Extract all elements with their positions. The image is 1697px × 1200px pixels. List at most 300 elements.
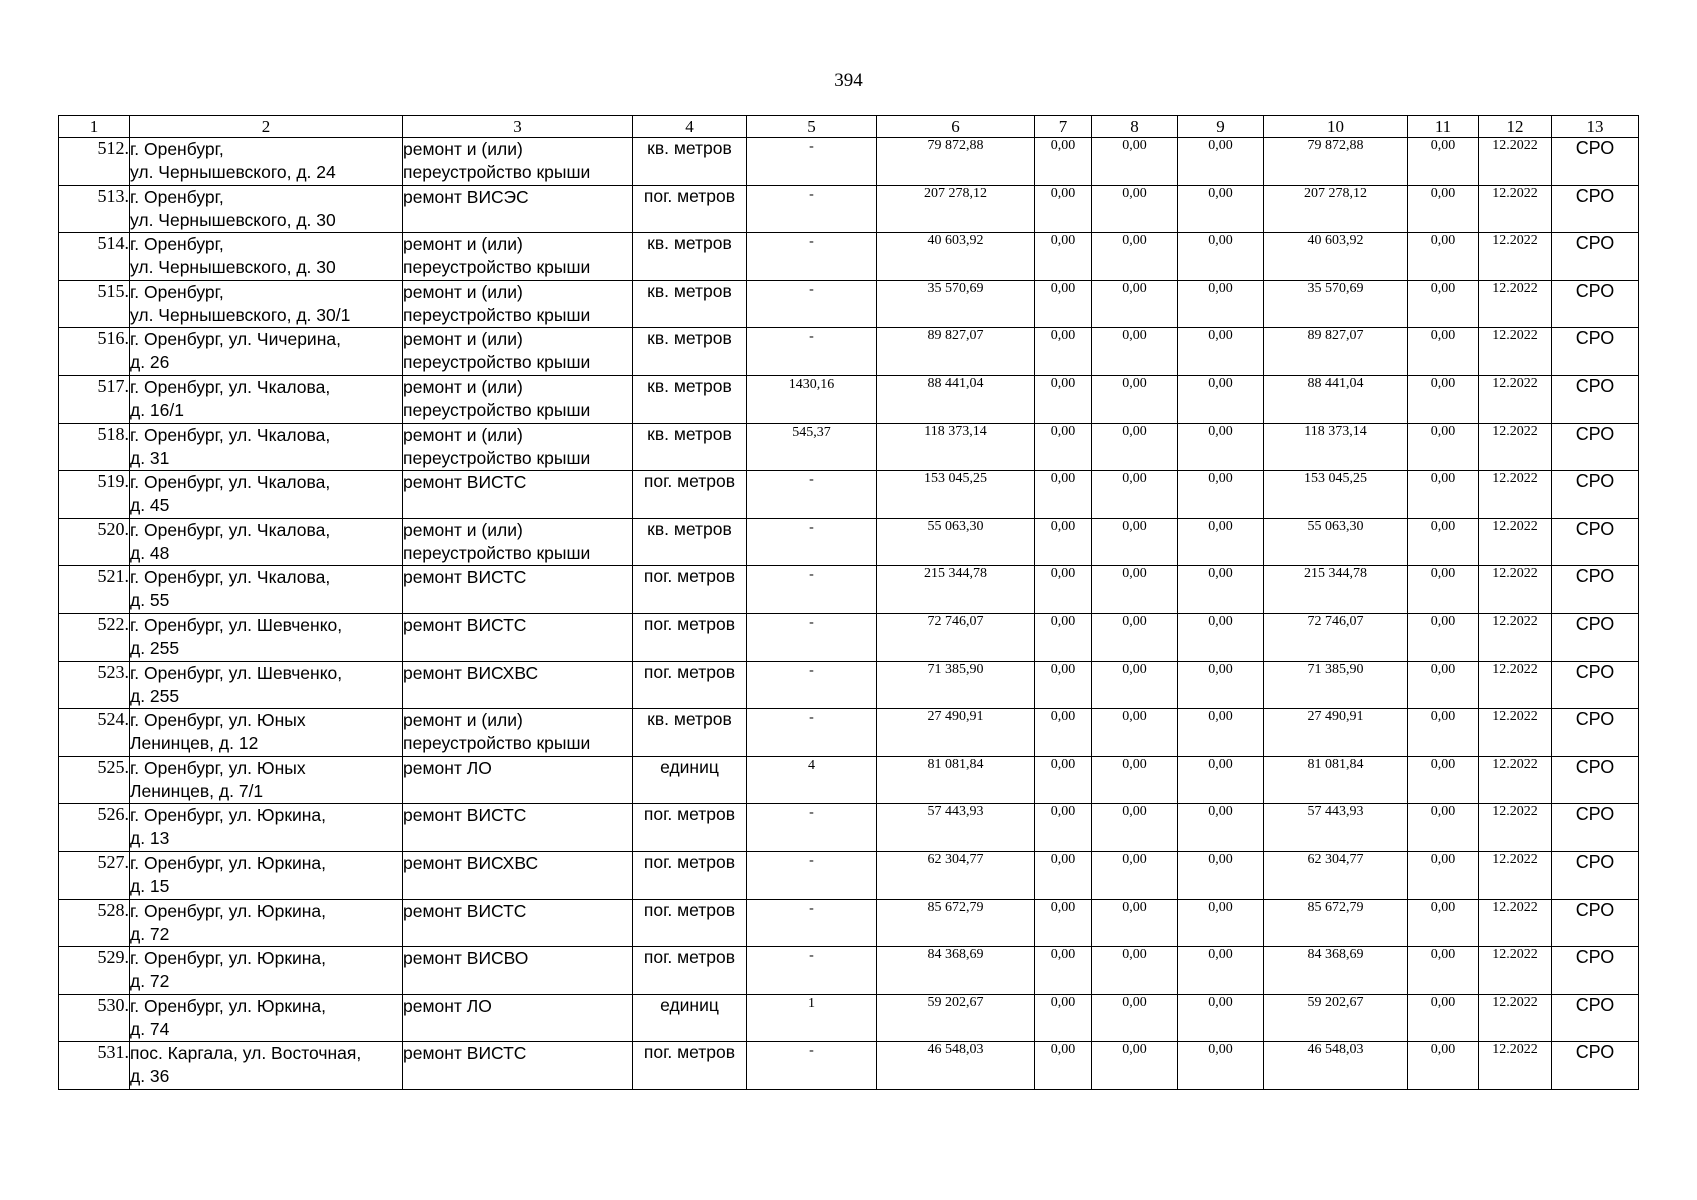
unit-cell: кв. метров <box>633 233 747 281</box>
fund-cell-8: 0,00 <box>1092 138 1178 186</box>
fund-cell-8: 0,00 <box>1092 709 1178 757</box>
total-cost-cell: 55 063,30 <box>877 518 1035 566</box>
fund-cell-9: 0,00 <box>1178 471 1264 519</box>
address-cell <box>130 804 403 852</box>
address-line: д. 255 <box>130 685 180 706</box>
address-line: д. 55 <box>130 590 170 611</box>
fund-cell-7: 0,00 <box>1035 709 1092 757</box>
address-cell <box>130 661 403 709</box>
fund-cell-9: 0,00 <box>1178 518 1264 566</box>
owner-funds-cell: 81 081,84 <box>1264 756 1408 804</box>
owner-funds-cell: 89 827,07 <box>1264 328 1408 376</box>
fund-cell-9: 0,00 <box>1178 756 1264 804</box>
row-number: 514. <box>59 233 130 281</box>
total-cost-cell: 79 872,88 <box>877 138 1035 186</box>
total-cost-cell: 57 443,93 <box>877 804 1035 852</box>
address-cell <box>130 233 403 281</box>
fund-cell-9: 0,00 <box>1178 138 1264 186</box>
volume-cell: 545,37 <box>747 423 877 471</box>
work-type-cell <box>403 471 633 519</box>
table-row <box>59 947 1639 995</box>
address-line: г. Оренбург, <box>130 234 224 255</box>
work-type-cell <box>403 1042 633 1090</box>
table-row <box>59 280 1639 328</box>
method-cell: СРО <box>1552 994 1639 1042</box>
method-cell: СРО <box>1552 804 1639 852</box>
address-line: д. 13 <box>130 828 170 849</box>
method-cell: СРО <box>1552 566 1639 614</box>
column-header: 9 <box>1178 116 1264 138</box>
column-header: 6 <box>877 116 1035 138</box>
fund-cell-11: 0,00 <box>1408 471 1479 519</box>
address-line: г. Оренбург, ул. Чкалова, <box>130 376 331 397</box>
total-cost-cell: 81 081,84 <box>877 756 1035 804</box>
work-type-line: ремонт и (или) <box>403 234 523 255</box>
fund-cell-9: 0,00 <box>1178 328 1264 376</box>
unit-cell: пог. метров <box>633 613 747 661</box>
work-type-line: ремонт и (или) <box>403 376 523 397</box>
fund-cell-9: 0,00 <box>1178 613 1264 661</box>
address-line: г. Оренбург, ул. Юркина, <box>130 852 327 873</box>
deadline-cell: 12.2022 <box>1479 566 1552 614</box>
unit-cell: кв. метров <box>633 138 747 186</box>
table-body <box>59 138 1639 1090</box>
total-cost-cell: 153 045,25 <box>877 471 1035 519</box>
method-cell: СРО <box>1552 661 1639 709</box>
deadline-cell: 12.2022 <box>1479 423 1552 471</box>
table-row <box>59 375 1639 423</box>
owner-funds-cell: 62 304,77 <box>1264 851 1408 899</box>
column-number-row <box>59 116 1639 138</box>
address-line: г. Оренбург, ул. Юркина, <box>130 805 327 826</box>
work-type-line: ремонт ЛО <box>403 995 492 1016</box>
work-type-line: ремонт и (или) <box>403 329 523 350</box>
work-type-cell <box>403 233 633 281</box>
work-type-cell <box>403 994 633 1042</box>
row-number: 523. <box>59 661 130 709</box>
volume-cell: - <box>747 280 877 328</box>
method-cell: СРО <box>1552 423 1639 471</box>
address-line: ул. Чернышевского, д. 24 <box>130 162 336 182</box>
address-cell <box>130 518 403 566</box>
fund-cell-8: 0,00 <box>1092 518 1178 566</box>
address-line: ул. Чернышевского, д. 30 <box>130 209 336 230</box>
row-number: 518. <box>59 423 130 471</box>
fund-cell-11: 0,00 <box>1408 1042 1479 1090</box>
deadline-cell: 12.2022 <box>1479 233 1552 281</box>
deadline-cell: 12.2022 <box>1479 804 1552 852</box>
owner-funds-cell: 153 045,25 <box>1264 471 1408 519</box>
address-cell <box>130 994 403 1042</box>
address-line: д. 15 <box>130 875 170 896</box>
fund-cell-11: 0,00 <box>1408 328 1479 376</box>
work-type-line: переустройство крыши <box>403 542 591 563</box>
method-cell: СРО <box>1552 851 1639 899</box>
total-cost-cell: 207 278,12 <box>877 185 1035 233</box>
deadline-cell: 12.2022 <box>1479 756 1552 804</box>
address-line: д. 72 <box>130 923 170 944</box>
row-number: 525. <box>59 756 130 804</box>
unit-cell: пог. метров <box>633 899 747 947</box>
total-cost-cell: 89 827,07 <box>877 328 1035 376</box>
unit-cell: кв. метров <box>633 375 747 423</box>
owner-funds-cell: 84 368,69 <box>1264 947 1408 995</box>
method-cell: СРО <box>1552 280 1639 328</box>
address-line: г. Оренбург, ул. Юркина, <box>130 995 327 1016</box>
row-number: 520. <box>59 518 130 566</box>
fund-cell-9: 0,00 <box>1178 566 1264 614</box>
fund-cell-8: 0,00 <box>1092 328 1178 376</box>
row-number: 529. <box>59 947 130 995</box>
total-cost-cell: 118 373,14 <box>877 423 1035 471</box>
unit-cell: кв. метров <box>633 709 747 757</box>
address-cell <box>130 899 403 947</box>
address-line: ул. Чернышевского, д. 30 <box>130 257 336 278</box>
method-cell: СРО <box>1552 756 1639 804</box>
fund-cell-8: 0,00 <box>1092 613 1178 661</box>
fund-cell-11: 0,00 <box>1408 185 1479 233</box>
row-number: 527. <box>59 851 130 899</box>
fund-cell-9: 0,00 <box>1178 185 1264 233</box>
total-cost-cell: 85 672,79 <box>877 899 1035 947</box>
fund-cell-9: 0,00 <box>1178 851 1264 899</box>
address-cell <box>130 375 403 423</box>
volume-cell: - <box>747 1042 877 1090</box>
fund-cell-9: 0,00 <box>1178 375 1264 423</box>
fund-cell-7: 0,00 <box>1035 328 1092 376</box>
unit-cell: кв. метров <box>633 423 747 471</box>
unit-cell: кв. метров <box>633 328 747 376</box>
deadline-cell: 12.2022 <box>1479 375 1552 423</box>
row-number: 515. <box>59 280 130 328</box>
fund-cell-9: 0,00 <box>1178 804 1264 852</box>
fund-cell-11: 0,00 <box>1408 518 1479 566</box>
method-cell: СРО <box>1552 613 1639 661</box>
owner-funds-cell: 72 746,07 <box>1264 613 1408 661</box>
fund-cell-8: 0,00 <box>1092 804 1178 852</box>
address-line: ул. Чернышевского, д. 30/1 <box>130 304 351 325</box>
volume-cell: - <box>747 947 877 995</box>
fund-cell-7: 0,00 <box>1035 661 1092 709</box>
method-cell: СРО <box>1552 233 1639 281</box>
fund-cell-7: 0,00 <box>1035 756 1092 804</box>
row-number: 526. <box>59 804 130 852</box>
fund-cell-9: 0,00 <box>1178 280 1264 328</box>
work-type-cell <box>403 375 633 423</box>
row-number: 516. <box>59 328 130 376</box>
address-line: г. Оренбург, ул. Чкалова, <box>130 472 331 493</box>
address-line: г. Оренбург, ул. Чкалова, <box>130 519 331 540</box>
method-cell: СРО <box>1552 1042 1639 1090</box>
address-cell <box>130 1042 403 1090</box>
fund-cell-7: 0,00 <box>1035 518 1092 566</box>
fund-cell-8: 0,00 <box>1092 471 1178 519</box>
work-type-cell <box>403 899 633 947</box>
owner-funds-cell: 71 385,90 <box>1264 661 1408 709</box>
work-type-cell <box>403 185 633 233</box>
address-cell <box>130 756 403 804</box>
fund-cell-8: 0,00 <box>1092 1042 1178 1090</box>
fund-cell-8: 0,00 <box>1092 566 1178 614</box>
column-header: 7 <box>1035 116 1092 138</box>
address-line: д. 255 <box>130 637 180 658</box>
address-cell <box>130 851 403 899</box>
deadline-cell: 12.2022 <box>1479 280 1552 328</box>
fund-cell-11: 0,00 <box>1408 947 1479 995</box>
column-header: 2 <box>130 116 403 138</box>
address-line: д. 16/1 <box>130 399 184 420</box>
owner-funds-cell: 59 202,67 <box>1264 994 1408 1042</box>
deadline-cell: 12.2022 <box>1479 851 1552 899</box>
total-cost-cell: 59 202,67 <box>877 994 1035 1042</box>
table-row <box>59 328 1639 376</box>
work-type-cell <box>403 947 633 995</box>
total-cost-cell: 88 441,04 <box>877 375 1035 423</box>
address-cell <box>130 566 403 614</box>
work-type-line: ремонт ВИСВО <box>403 948 529 969</box>
fund-cell-8: 0,00 <box>1092 423 1178 471</box>
deadline-cell: 12.2022 <box>1479 947 1552 995</box>
address-line: пос. Каргала, ул. Восточная, <box>130 1043 362 1064</box>
fund-cell-7: 0,00 <box>1035 233 1092 281</box>
work-type-line: переустройство крыши <box>403 257 591 278</box>
volume-cell: 1 <box>747 994 877 1042</box>
work-type-line: ремонт ВИСТС <box>403 1043 527 1064</box>
address-cell <box>130 613 403 661</box>
unit-cell: пог. метров <box>633 661 747 709</box>
deadline-cell: 12.2022 <box>1479 1042 1552 1090</box>
fund-cell-9: 0,00 <box>1178 233 1264 281</box>
owner-funds-cell: 85 672,79 <box>1264 899 1408 947</box>
fund-cell-11: 0,00 <box>1408 280 1479 328</box>
address-line: д. 45 <box>130 495 170 516</box>
fund-cell-11: 0,00 <box>1408 423 1479 471</box>
address-cell <box>130 947 403 995</box>
owner-funds-cell: 27 490,91 <box>1264 709 1408 757</box>
work-type-line: переустройство крыши <box>403 304 591 325</box>
address-line: г. Оренбург, ул. Чкалова, <box>130 567 331 588</box>
fund-cell-8: 0,00 <box>1092 947 1178 995</box>
fund-cell-11: 0,00 <box>1408 613 1479 661</box>
work-type-line: ремонт и (или) <box>403 424 523 445</box>
work-type-cell <box>403 756 633 804</box>
total-cost-cell: 215 344,78 <box>877 566 1035 614</box>
page-number: 394 <box>834 70 863 91</box>
fund-cell-11: 0,00 <box>1408 661 1479 709</box>
work-type-cell <box>403 566 633 614</box>
table-row <box>59 804 1639 852</box>
work-type-cell <box>403 804 633 852</box>
row-number: 530. <box>59 994 130 1042</box>
table-row <box>59 233 1639 281</box>
work-type-line: ремонт и (или) <box>403 710 523 731</box>
unit-cell: единиц <box>633 756 747 804</box>
volume-cell: - <box>747 709 877 757</box>
owner-funds-cell: 55 063,30 <box>1264 518 1408 566</box>
address-cell <box>130 280 403 328</box>
owner-funds-cell: 118 373,14 <box>1264 423 1408 471</box>
address-line: Ленинцев, д. 12 <box>130 733 259 754</box>
address-line: г. Оренбург, ул. Шевченко, <box>130 662 343 683</box>
work-type-line: ремонт и (или) <box>403 519 523 540</box>
fund-cell-7: 0,00 <box>1035 471 1092 519</box>
unit-cell: кв. метров <box>633 518 747 566</box>
unit-cell: пог. метров <box>633 804 747 852</box>
owner-funds-cell: 88 441,04 <box>1264 375 1408 423</box>
address-line: г. Оренбург, ул. Юных <box>130 710 306 731</box>
row-number: 512. <box>59 138 130 186</box>
table-row <box>59 661 1639 709</box>
fund-cell-7: 0,00 <box>1035 185 1092 233</box>
total-cost-cell: 27 490,91 <box>877 709 1035 757</box>
row-number: 519. <box>59 471 130 519</box>
fund-cell-8: 0,00 <box>1092 661 1178 709</box>
method-cell: СРО <box>1552 947 1639 995</box>
register-table <box>58 115 1639 1090</box>
fund-cell-11: 0,00 <box>1408 994 1479 1042</box>
fund-cell-9: 0,00 <box>1178 947 1264 995</box>
fund-cell-8: 0,00 <box>1092 851 1178 899</box>
total-cost-cell: 72 746,07 <box>877 613 1035 661</box>
work-type-cell <box>403 328 633 376</box>
fund-cell-8: 0,00 <box>1092 756 1178 804</box>
address-cell <box>130 185 403 233</box>
total-cost-cell: 40 603,92 <box>877 233 1035 281</box>
address-line: д. 26 <box>130 352 170 373</box>
work-type-cell <box>403 280 633 328</box>
volume-cell: - <box>747 661 877 709</box>
work-type-line: ремонт ВИСТС <box>403 900 527 921</box>
fund-cell-9: 0,00 <box>1178 994 1264 1042</box>
address-line: г. Оренбург, ул. Чичерина, <box>130 329 341 350</box>
address-line: Ленинцев, д. 7/1 <box>130 780 264 801</box>
column-header: 3 <box>403 116 633 138</box>
unit-cell: пог. метров <box>633 471 747 519</box>
work-type-line: ремонт и (или) <box>403 281 523 302</box>
row-number: 517. <box>59 375 130 423</box>
row-number: 524. <box>59 709 130 757</box>
table-row <box>59 613 1639 661</box>
method-cell: СРО <box>1552 138 1639 186</box>
address-cell <box>130 423 403 471</box>
volume-cell: - <box>747 851 877 899</box>
column-header: 12 <box>1479 116 1552 138</box>
column-header: 8 <box>1092 116 1178 138</box>
address-cell <box>130 328 403 376</box>
deadline-cell: 12.2022 <box>1479 138 1552 186</box>
work-type-line: переустройство крыши <box>403 447 591 468</box>
work-type-line: переустройство крыши <box>403 733 591 754</box>
volume-cell: - <box>747 518 877 566</box>
work-type-cell <box>403 138 633 186</box>
table-row <box>59 709 1639 757</box>
volume-cell: - <box>747 138 877 186</box>
fund-cell-11: 0,00 <box>1408 375 1479 423</box>
column-header: 4 <box>633 116 747 138</box>
address-line: д. 72 <box>130 971 170 992</box>
address-line: г. Оренбург, <box>130 139 224 159</box>
deadline-cell: 12.2022 <box>1479 518 1552 566</box>
fund-cell-11: 0,00 <box>1408 709 1479 757</box>
fund-cell-7: 0,00 <box>1035 994 1092 1042</box>
method-cell: СРО <box>1552 518 1639 566</box>
fund-cell-9: 0,00 <box>1178 661 1264 709</box>
owner-funds-cell: 40 603,92 <box>1264 233 1408 281</box>
volume-cell: - <box>747 471 877 519</box>
fund-cell-8: 0,00 <box>1092 280 1178 328</box>
row-number: 522. <box>59 613 130 661</box>
work-type-line: ремонт ВИСТС <box>403 472 527 493</box>
fund-cell-11: 0,00 <box>1408 804 1479 852</box>
table-row <box>59 756 1639 804</box>
fund-cell-7: 0,00 <box>1035 1042 1092 1090</box>
fund-cell-7: 0,00 <box>1035 280 1092 328</box>
column-header: 13 <box>1552 116 1639 138</box>
deadline-cell: 12.2022 <box>1479 185 1552 233</box>
address-line: г. Оренбург, <box>130 281 224 302</box>
table-row <box>59 566 1639 614</box>
fund-cell-8: 0,00 <box>1092 375 1178 423</box>
table-row <box>59 423 1639 471</box>
table-row <box>59 899 1639 947</box>
deadline-cell: 12.2022 <box>1479 994 1552 1042</box>
volume-cell: - <box>747 233 877 281</box>
unit-cell: пог. метров <box>633 566 747 614</box>
table-row <box>59 138 1639 186</box>
deadline-cell: 12.2022 <box>1479 709 1552 757</box>
fund-cell-11: 0,00 <box>1408 756 1479 804</box>
total-cost-cell: 35 570,69 <box>877 280 1035 328</box>
fund-cell-7: 0,00 <box>1035 138 1092 186</box>
table-row <box>59 851 1639 899</box>
work-type-line: переустройство крыши <box>403 399 591 420</box>
method-cell: СРО <box>1552 899 1639 947</box>
fund-cell-7: 0,00 <box>1035 804 1092 852</box>
method-cell: СРО <box>1552 328 1639 376</box>
fund-cell-8: 0,00 <box>1092 994 1178 1042</box>
total-cost-cell: 46 548,03 <box>877 1042 1035 1090</box>
fund-cell-9: 0,00 <box>1178 423 1264 471</box>
fund-cell-11: 0,00 <box>1408 233 1479 281</box>
table-row <box>59 518 1639 566</box>
volume-cell: - <box>747 185 877 233</box>
fund-cell-11: 0,00 <box>1408 566 1479 614</box>
deadline-cell: 12.2022 <box>1479 328 1552 376</box>
volume-cell: - <box>747 899 877 947</box>
volume-cell: - <box>747 566 877 614</box>
work-type-cell <box>403 709 633 757</box>
work-type-line: ремонт ВИСТС <box>403 567 527 588</box>
column-header: 10 <box>1264 116 1408 138</box>
address-cell <box>130 138 403 186</box>
total-cost-cell: 62 304,77 <box>877 851 1035 899</box>
owner-funds-cell: 79 872,88 <box>1264 138 1408 186</box>
fund-cell-7: 0,00 <box>1035 851 1092 899</box>
address-line: г. Оренбург, ул. Чкалова, <box>130 424 331 445</box>
total-cost-cell: 71 385,90 <box>877 661 1035 709</box>
fund-cell-7: 0,00 <box>1035 947 1092 995</box>
table-row <box>59 1042 1639 1090</box>
deadline-cell: 12.2022 <box>1479 661 1552 709</box>
address-line: г. Оренбург, <box>130 186 224 207</box>
fund-cell-7: 0,00 <box>1035 899 1092 947</box>
work-type-cell <box>403 851 633 899</box>
work-type-cell <box>403 613 633 661</box>
method-cell: СРО <box>1552 709 1639 757</box>
address-line: г. Оренбург, ул. Юркина, <box>130 900 327 921</box>
work-type-line: ремонт ВИСТС <box>403 805 527 826</box>
fund-cell-9: 0,00 <box>1178 709 1264 757</box>
